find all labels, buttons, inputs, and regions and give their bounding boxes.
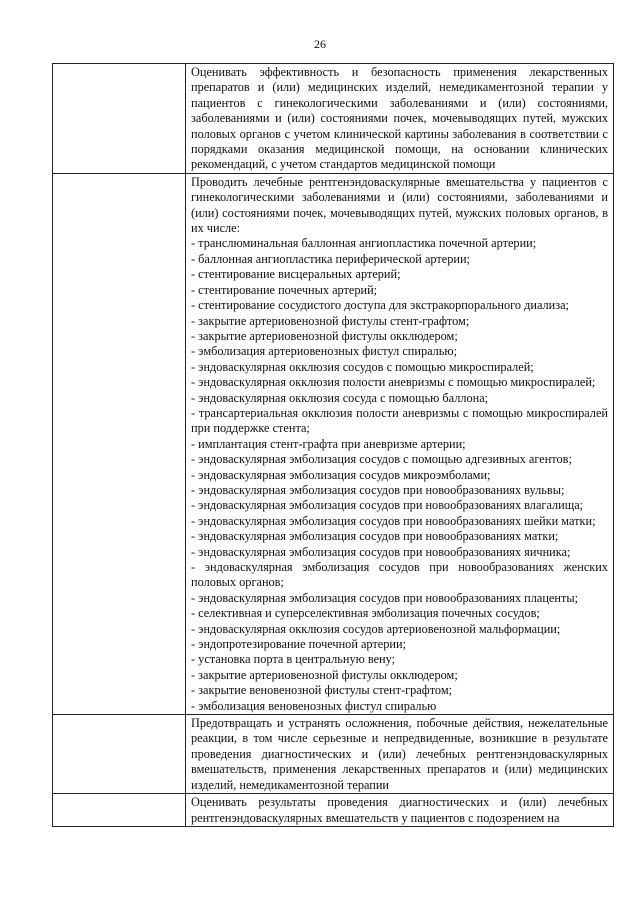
table-row — [53, 715, 614, 794]
procedure-item: - эмболизация веновенозных фистул спиралью — [191, 698, 437, 713]
action-text: Оценивать результаты проведения диагностических и (или) лечебных рентгенэндоваскулярных вмешательств у пациентов с подозрением на — [191, 795, 608, 825]
table-row — [53, 64, 614, 174]
procedure-item: - закрытие веновенозной фистулы стент-графтом; — [191, 683, 453, 698]
action-text: Предотвращать и устранять осложнения, побочные действия, нежелательные реакции, в том числе серьезные и непредвиденные, возникшие в результате проведения диагностических и (или) лечебных рентгенэндоваскулярных вмешательств, применения лекарственных препаратов и (или) медицинских изделий, немедикаментозной терапии — [191, 716, 608, 792]
procedure-item: - стентирование сосудистого доступа для экстракорпорального диализа; — [191, 298, 569, 313]
procedure-item: - установка порта в центральную вену; — [191, 652, 396, 667]
procedures-block — [191, 175, 608, 714]
procedure-item: - эндоваскулярная окклюзия сосудов артериовенозной мальформации; — [191, 621, 561, 636]
left-cell — [53, 715, 186, 794]
procedure-item: - трансартериальная окклюзия полости аневризмы с помощью микроспиралей при поддержке стента; — [191, 405, 608, 436]
action-text: Оценивать эффективность и безопасность применения лекарственных препаратов и (или) медицинских изделий, немедикаментозной терапии у пациентов с гинекологическими заболеваниями и (или) состояниями, заболеваниями и (или) состояниями почек, мочевыводящих путей, мужских половых органов с учетом клинической картины заболевания в соответствии с порядками оказания медицинской помощи, на основании клинических рекомендаций, с учетом стандартов медицинской помощи — [191, 65, 608, 172]
procedure-item: - баллонная ангиопластика периферической артерии; — [191, 251, 470, 266]
procedure-item: - эндоваскулярная эмболизация сосудов при новообразованиях вульвы; — [191, 482, 565, 497]
procedure-list — [191, 236, 608, 714]
action-cell — [186, 794, 614, 827]
action-cell — [186, 64, 614, 174]
procedure-item: - стентирование почечных артерий; — [191, 282, 378, 297]
page-number: 26 — [314, 37, 326, 51]
action-cell — [186, 173, 614, 714]
table-row — [53, 794, 614, 827]
left-cell — [53, 64, 186, 174]
procedure-item: - закрытие артериовенозной фистулы окклюдером; — [191, 328, 458, 343]
procedure-item: - эмболизация артериовенозных фистул спиралью; — [191, 344, 458, 359]
procedure-item: - транслюминальная баллонная ангиопластика почечной артерии; — [191, 236, 537, 251]
table-row — [53, 173, 614, 714]
procedure-item: - эндоваскулярная эмболизация сосудов при новообразованиях плаценты; — [191, 590, 579, 605]
procedure-item: - закрытие артериовенозной фистулы окклюдером; — [191, 667, 458, 682]
procedure-item: - эндоваскулярная эмболизация сосудов при новообразованиях шейки матки; — [191, 513, 596, 528]
procedure-item: - эндоваскулярная эмболизация сосудов при новообразованиях матки; — [191, 529, 559, 544]
procedure-item: - эндоваскулярная эмболизация сосудов при новообразованиях женских половых органов; — [191, 560, 608, 590]
competency-table — [52, 63, 614, 827]
procedures-intro: Проводить лечебные рентгенэндоваскулярные вмешательства у пациентов с гинекологическими заболеваниями и (или) состояниями, заболеваниями и (или) состояниями почек, мочевыводящих путей, мужских половых органов, в их числе: — [191, 174, 608, 236]
procedure-item: - закрытие артериовенозной фистулы стент-графтом; — [191, 313, 470, 328]
procedure-item: - эндоваскулярная эмболизация сосудов при новообразованиях яичника; — [191, 544, 571, 559]
procedure-item: - эндоваскулярная окклюзия сосудов с помощью микроспиралей; — [191, 359, 534, 374]
procedure-item: - эндоваскулярная эмболизация сосудов с помощью адгезивных агентов; — [191, 452, 572, 467]
left-cell — [53, 794, 186, 827]
procedure-item: - эндопротезирование почечной артерии; — [191, 637, 406, 652]
procedure-item: - эндоваскулярная окклюзия сосуда с помощью баллона; — [191, 390, 489, 405]
procedure-item: - эндоваскулярная эмболизация сосудов при новообразованиях влагалища; — [191, 498, 584, 513]
procedure-item: - эндоваскулярная окклюзия полости аневризмы с помощью микроспиралей; — [191, 375, 596, 390]
procedure-item: - стентирование висцеральных артерий; — [191, 267, 401, 282]
procedure-item: - селективная и суперселективная эмболизация почечных сосудов; — [191, 606, 540, 621]
action-cell — [186, 715, 614, 794]
left-cell — [53, 173, 186, 714]
procedure-item: - имплантация стент-графта при аневризме артерии; — [191, 436, 466, 451]
procedure-item: - эндоваскулярная эмболизация сосудов микроэмболами; — [191, 467, 491, 482]
